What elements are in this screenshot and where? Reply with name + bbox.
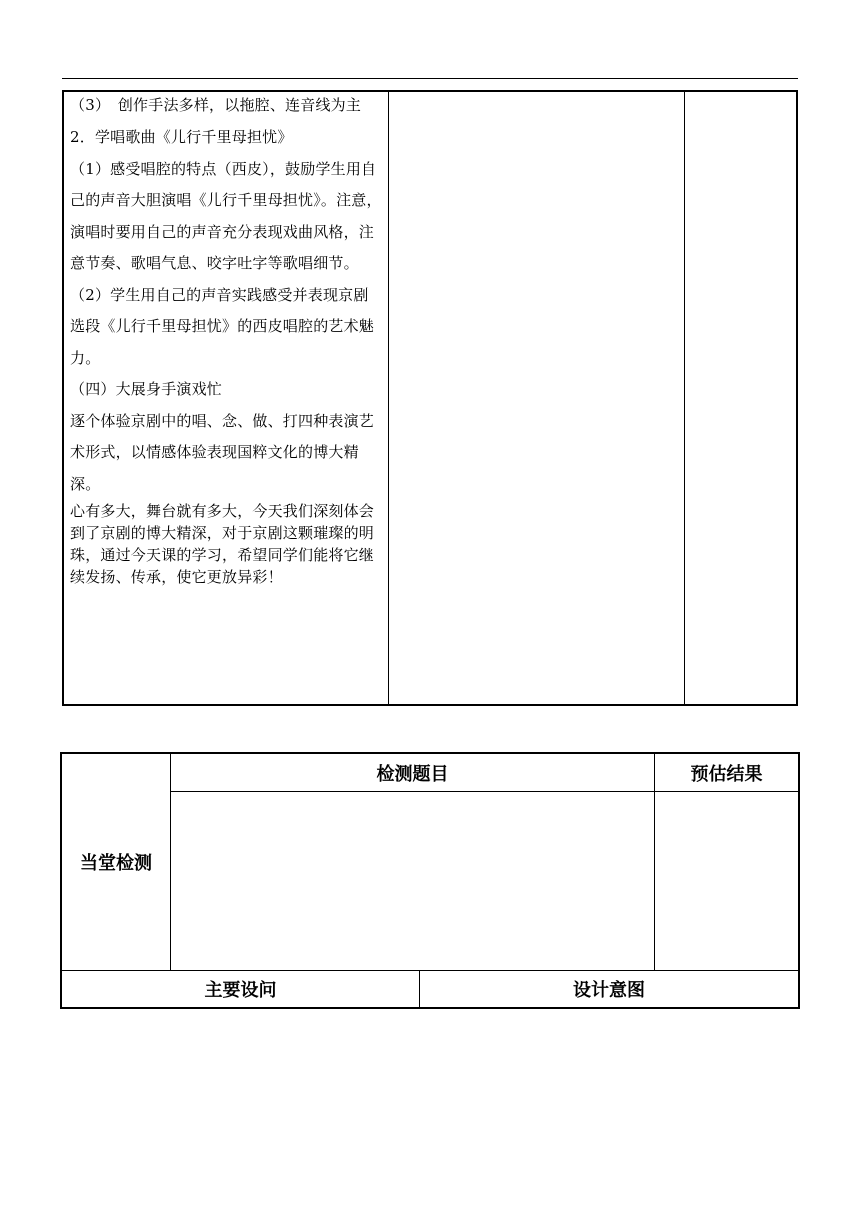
section-four-heading: （四）大展身手演戏忙 (70, 380, 223, 398)
column-divider (388, 92, 389, 704)
singing-step-2: （2）学生用自己的声音实践感受并表现京剧选段《儿行千里母担忧》的西皮唱腔的艺术魅力。 (70, 285, 375, 367)
column-divider (684, 92, 685, 704)
learn-song-heading: 2．学唱歌曲《儿行千里母担忧》 (70, 128, 293, 146)
lesson-process-table (62, 90, 798, 706)
creation-technique-point: （3） 创作手法多样，以拖腔、连音线为主 (70, 96, 362, 114)
page-header-rule (62, 78, 798, 79)
classroom-check-table (60, 752, 800, 1009)
singing-step-1: （1）感受唱腔的特点（西皮），鼓励学生用自己的声音大胆演唱《儿行千里母担忧》。注意，演唱时要用自己的声音充分表现戏曲风格，注意节奏、歌唱气息、咬字吐字等歌唱细节。 (70, 159, 382, 272)
check-questions-cell (171, 792, 654, 970)
teaching-content-cell (70, 94, 382, 588)
section-four-text: 逐个体验京剧中的唱、念、做、打四种表演艺术形式，以情感体验表现国粹文化的博大精深。 (70, 411, 375, 493)
row-label-classroom-check: 当堂检测 (80, 853, 152, 874)
header-main-questions: 主要设问 (204, 980, 277, 1001)
closing-remarks: 心有多大，舞台就有多大，今天我们深刻体会到了京剧的博大精深，对于京剧这颗璀璨的明珠，通过今天课的学习，希望同学们能将它继续发扬、传承，使它更放异彩！ (70, 502, 375, 586)
header-design-intent: 设计意图 (573, 980, 645, 1001)
expected-results-cell (655, 792, 798, 970)
header-expected-results: 预估结果 (690, 763, 763, 785)
header-check-questions: 检测题目 (376, 763, 449, 785)
